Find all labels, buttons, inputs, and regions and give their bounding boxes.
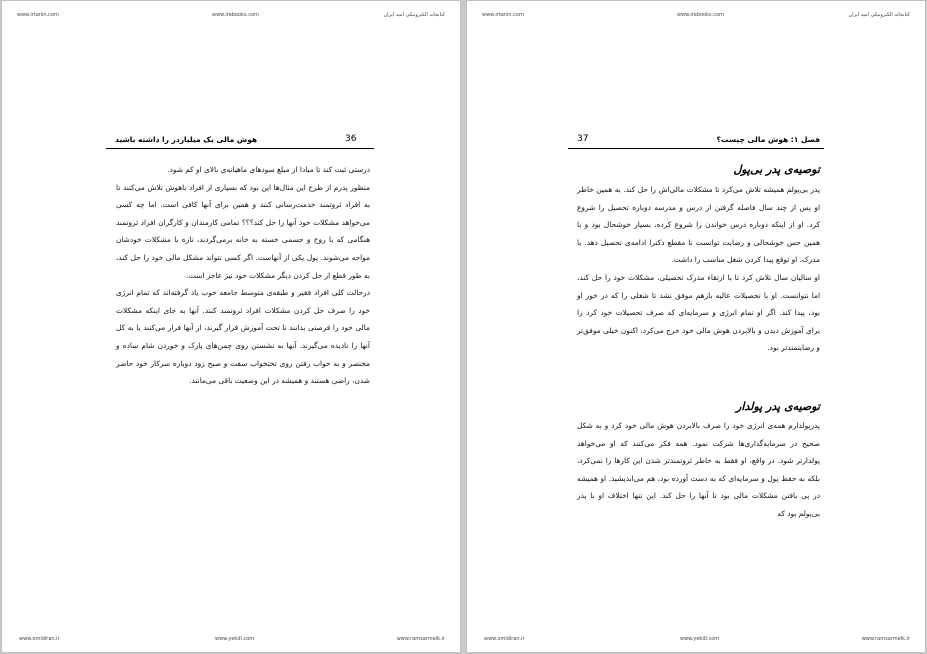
top-url-left[interactable]: www.irtanin.com (17, 12, 59, 18)
top-url-right: کتابخانه الکترونیکی امید ایران (383, 12, 445, 18)
bottom-url-center[interactable]: www.yekdl.com (215, 636, 255, 642)
left-page (2, 1, 460, 652)
header-rule (106, 148, 374, 149)
paragraph: پدرپولدارم همه‌ی انرژی خود را صرف بالابردن هوش مالی خود کرد و به شکل صحیح در سرمایه‌گذاری‌ها شرکت نمود. همه فکر می‌کنند که او می‌خواهد پولدارتر شود. در واقع، او فقط به خاطر ثروتمندتر شدن این کارها را نمی‌کرد، بلکه به حفظ پول و سرمایه‌ای که به دست آورده بود، هم می‌اندیشید. او همیشه در پی یافتن مشکلات مالی بود تا آنها را حل کند. این تنها اختلاف او با پدر بی‌پولم بود که (577, 421, 820, 518)
page-number: 37 (577, 134, 589, 144)
bottom-url-left[interactable]: www.omidiran.ir (484, 636, 525, 642)
header-rule (568, 148, 824, 149)
bottom-url-right[interactable]: www.ramsarmelk.ir (861, 636, 910, 642)
paragraph: منظور پدرم از طرح این مثال‌ها این بود که بسیاری از افراد باهوش تلاش می‌کنند تا به افراد ثروتمند خدمت‌رسانی کنند و همین برای آنها کافی است. اما چه کسی می‌خواهد مشکلات خود آنها را حل کند؟؟؟ تمامی کارمندان و کارگران افراد ثروتمند هنگامی که با روح و جسمی خسته به خانه برمی‌گردند، تازه با مشکلات خودشان مواجه می‌شوند. پول یکی از آنهاست. اگر کسی نتواند مشکل مالی خود را حل کند، به طور قطع از حل کردن دیگر مشکلات خود نیز عاجز است. (116, 182, 370, 280)
paragraph: درستی ثبت کند تا مبادا از مبلغ سودهای ماهیانه‌ی بالای او کم شود. (167, 165, 370, 174)
right-page (467, 1, 925, 652)
body-text (116, 161, 370, 390)
top-url-left[interactable]: www.irtanin.com (482, 12, 524, 18)
section-title-rich-dad: توصیه‌ی پدر پولدار (736, 400, 820, 413)
top-url-right: کتابخانه الکترونیکی امید ایران (848, 12, 910, 18)
section-2-text (577, 417, 820, 523)
running-head: هوش مالی یک میلیاردر را داشته باشید (115, 135, 258, 144)
section-1-text (577, 181, 820, 357)
section-title-poor-dad: توصیه‌ی پدر بی‌پول (733, 163, 820, 176)
running-head: فصل ۱: هوش مالی چیست؟ (716, 135, 820, 144)
top-url-center[interactable]: www.irebooks.com (212, 12, 259, 18)
bottom-url-right[interactable]: www.ramsarmelk.ir (396, 636, 445, 642)
bottom-url-center[interactable]: www.yekdl.com (680, 636, 720, 642)
paragraph: او سالیان سال تلاش کرد تا با ارتقاء مدرک تحصیلی، مشکلات خود را حل کند، اما نتوانست. او با تحصیلات عالیه بازهم موفق نشد تا شغلی را که در خور او بود، پیدا کند. اگر او تمام انرژی و سرمایه‌ای که صرف تحصیلات خود کرد را برای آموزش دیدن و بالابردن هوش مالی خود خرج می‌کرد، اکنون خیلی موفق‌تر و رضایتمندتر بود. (577, 272, 820, 353)
bottom-url-left[interactable]: www.omidiran.ir (19, 636, 60, 642)
paragraph: پدر بی‌پولم همیشه تلاش می‌کرد تا مشکلات مالی‌اش را حل کند. به همین خاطر او پس از چند سال فاصله گرفتن از درس و مدرسه دوباره تحصیل را شروع کرد. او از اینکه دوباره درس خواندن را شروع کرده، بسیار خوشحال بود و با همین حس خوشحالی و رضایت توانست تا مقطع دکترا ادامه‌ی تحصیل دهد. با مدرک، او توقع پیدا کردن شغل مناسب را داشت. (577, 185, 820, 265)
top-url-center[interactable]: www.irebooks.com (677, 12, 724, 18)
page-number: 36 (345, 134, 357, 144)
paragraph: درحالت کلی افراد فقیر و طبقه‌ی متوسط جامعه خوب یاد گرفته‌اند که تمام انرژی خود را صرف حل کردن مشکلات افراد ثروتمند کنند. آنها به جای اینکه مشکلات مالی خود را فرصتی بدانند تا تحت آموزش قرار گیرند، از آنها فرار می‌کنند یا به کل آنها را نادیده می‌گیرند. آنها به نشستن روی چمن‌های پارک و خوردن شام ساده و مختصر و به خواب رفتن روی تختخواب سفت و صبح زود دوباره سرکار خود حاضر شدن، راضی هستند و همیشه در این وضعیت باقی می‌مانند. (116, 288, 370, 386)
